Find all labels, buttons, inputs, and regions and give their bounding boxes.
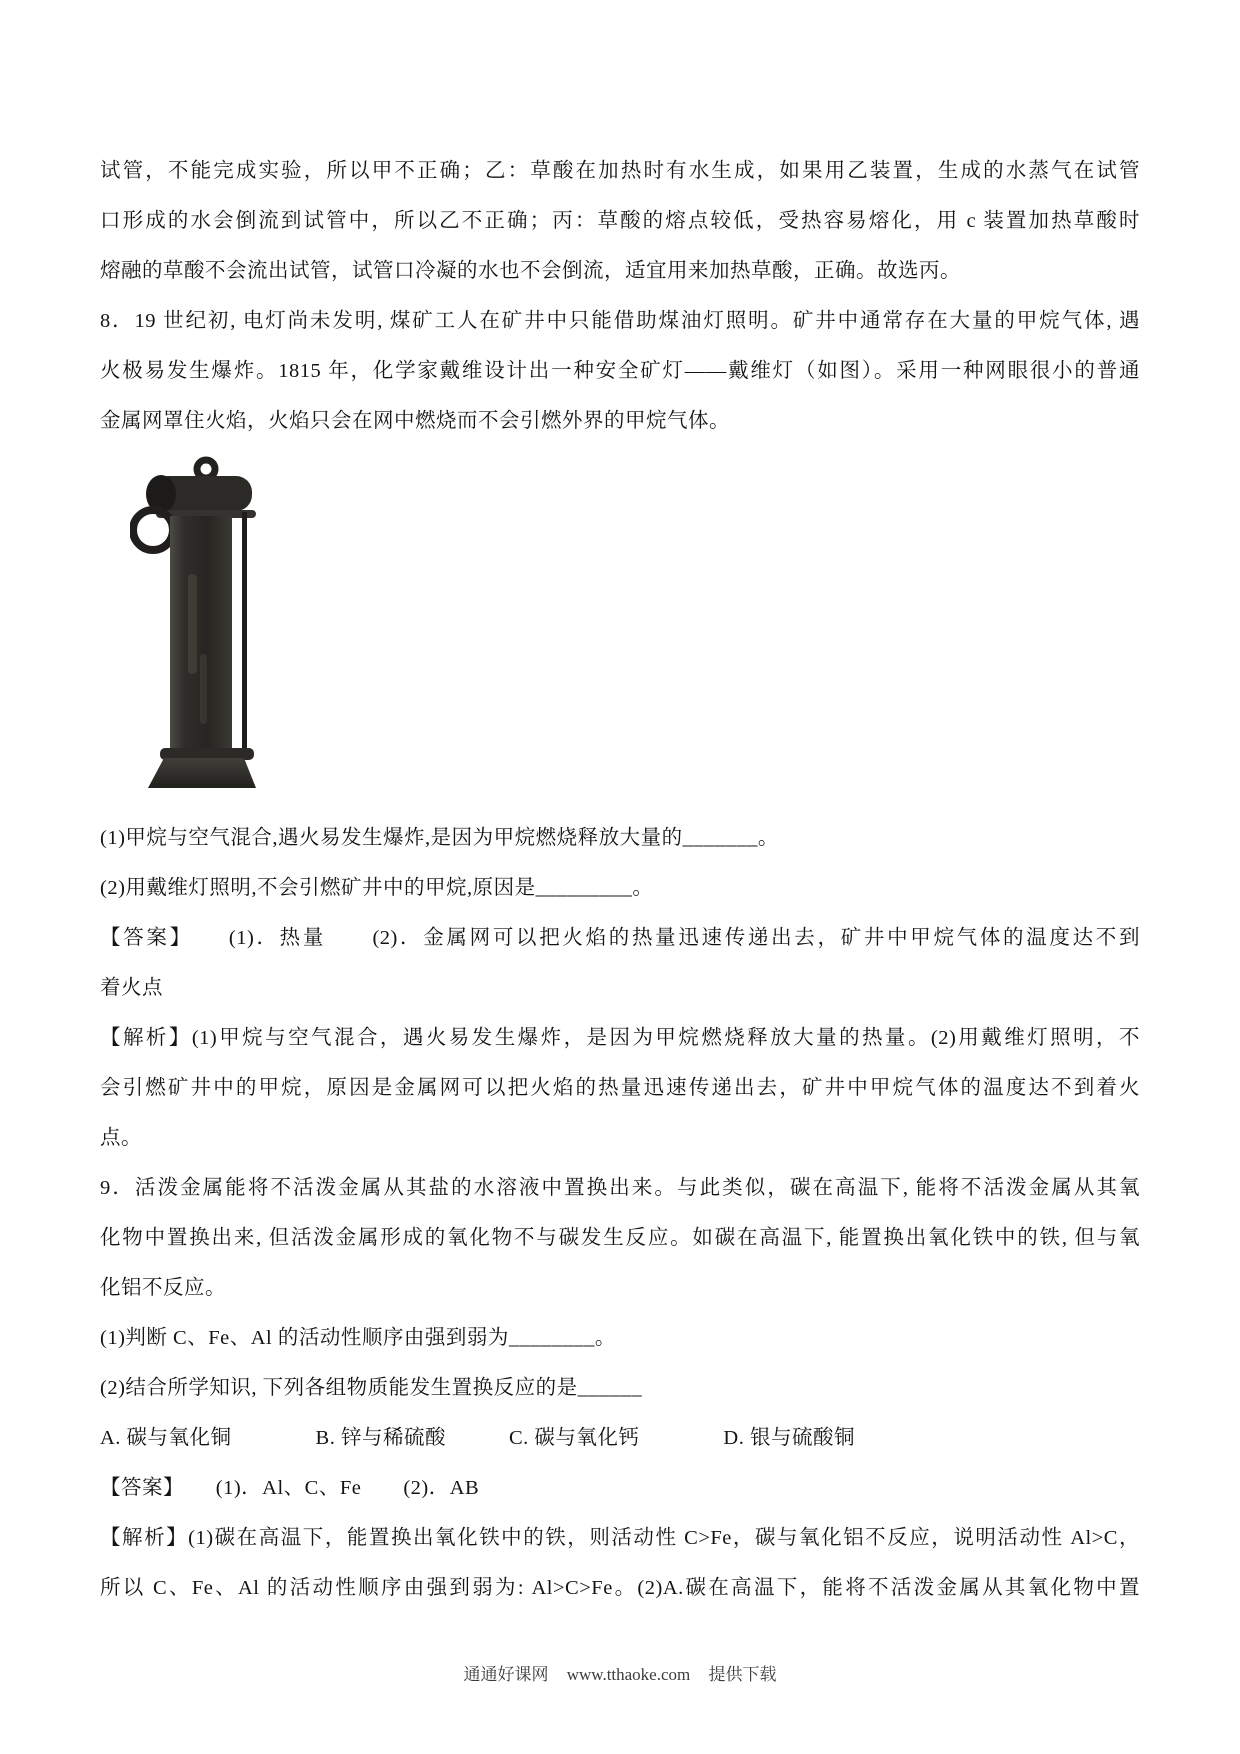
page-footer	[0, 1660, 1240, 1685]
q8-stem-line: 8．19 世纪初, 电灯尚未发明, 煤矿工人在矿井中只能借助煤油灯照明。矿井中通常存在大量的甲烷气体, 遇	[100, 310, 1140, 332]
q8-analysis-line: 【解析】(1)甲烷与空气混合，遇火易发生爆炸，是因为甲烷燃烧释放大量的热量。(2)用戴维灯照明，不	[100, 1027, 1140, 1049]
lamp-body	[170, 516, 232, 754]
q8-analysis-line: 会引燃矿井中的甲烷，原因是金属网可以把火焰的热量迅速传递出去，矿井中甲烷气体的温度达不到着火	[100, 1077, 1140, 1099]
q9-stem-line: 化物中置换出来, 但活泼金属形成的氧化物不与碳发生反应。如碳在高温下, 能置换出氧化铁中的铁, 但与氧	[100, 1227, 1140, 1249]
q9-analysis-line: 所以 C、Fe、Al 的活动性顺序由强到弱为: Al>C>Fe。(2)A.碳在高温下，能将不活泼金属从其氧化物中置	[100, 1577, 1140, 1599]
footer-site-name: 通通好课网	[463, 1665, 549, 1684]
q7-analysis-line: 熔融的草酸不会流出试管，试管口冷凝的水也不会倒流，适宜用来加热草酸，正确。故选丙。	[100, 260, 961, 282]
q7-analysis-line: 试管，不能完成实验，所以甲不正确；乙：草酸在加热时有水生成，如果用乙装置，生成的水蒸气在试管	[100, 160, 1140, 182]
q8-sub-question: (1)甲烷与空气混合,遇火易发生爆炸,是因为甲烷燃烧释放大量的_______。	[100, 827, 779, 849]
q9-options-line: A. 碳与氧化铜 B. 锌与稀硫酸 C. 碳与氧化钙 D. 银与硫酸铜	[100, 1427, 855, 1449]
q9-answer-line: 【答案】 (1)．Al、C、Fe (2)．AB	[100, 1477, 480, 1499]
davy-lamp-photo	[130, 454, 270, 788]
q9-stem-line: 化铝不反应。	[100, 1277, 226, 1299]
q9-stem-line: 9．活泼金属能将不活泼金属从其盐的水溶液中置换出来。与此类似，碳在高温下, 能将不活泼金属从其氧	[100, 1177, 1140, 1199]
davy-lamp-figure	[100, 454, 1140, 813]
q8-answer-line: 【答案】 (1)．热量 (2)．金属网可以把火焰的热量迅速传递出去，矿井中甲烷气体的温度达不到	[100, 927, 1140, 949]
q8-stem-line: 金属网罩住火焰，火焰只会在网中燃烧而不会引燃外界的甲烷气体。	[100, 410, 730, 432]
q8-stem-line: 火极易发生爆炸。1815 年，化学家戴维设计出一种安全矿灯——戴维灯（如图）。采用一种网眼很小的普通	[100, 360, 1140, 382]
lamp-hook-icon	[197, 460, 215, 478]
q8-answer-line: 着火点	[100, 977, 163, 999]
footer-suffix: 提供下载	[708, 1665, 777, 1684]
q9-sub-question: (2)结合所学知识, 下列各组物质能发生置换反应的是______	[100, 1377, 643, 1399]
q7-analysis-line: 口形成的水会倒流到试管中，所以乙不正确；丙：草酸的熔点较低，受热容易熔化，用 c 装置加热草酸时	[100, 210, 1140, 232]
q8-analysis-line: 点。	[100, 1127, 142, 1149]
lamp-base	[148, 748, 256, 788]
q8-sub-question: (2)用戴维灯照明,不会引燃矿井中的甲烷,原因是_________。	[100, 877, 654, 899]
lamp-frame-rod	[242, 512, 247, 754]
q9-sub-question: (1)判断 C、Fe、Al 的活动性顺序由强到弱为________。	[100, 1327, 616, 1349]
q9-analysis-line: 【解析】(1)碳在高温下，能置换出氧化铁中的铁，则活动性 C>Fe，碳与氧化铝不反应，说明活动性 Al>C，	[100, 1527, 1140, 1549]
lamp-wire-loop	[133, 510, 173, 550]
footer-url: www.tthaoke.com	[566, 1665, 691, 1684]
